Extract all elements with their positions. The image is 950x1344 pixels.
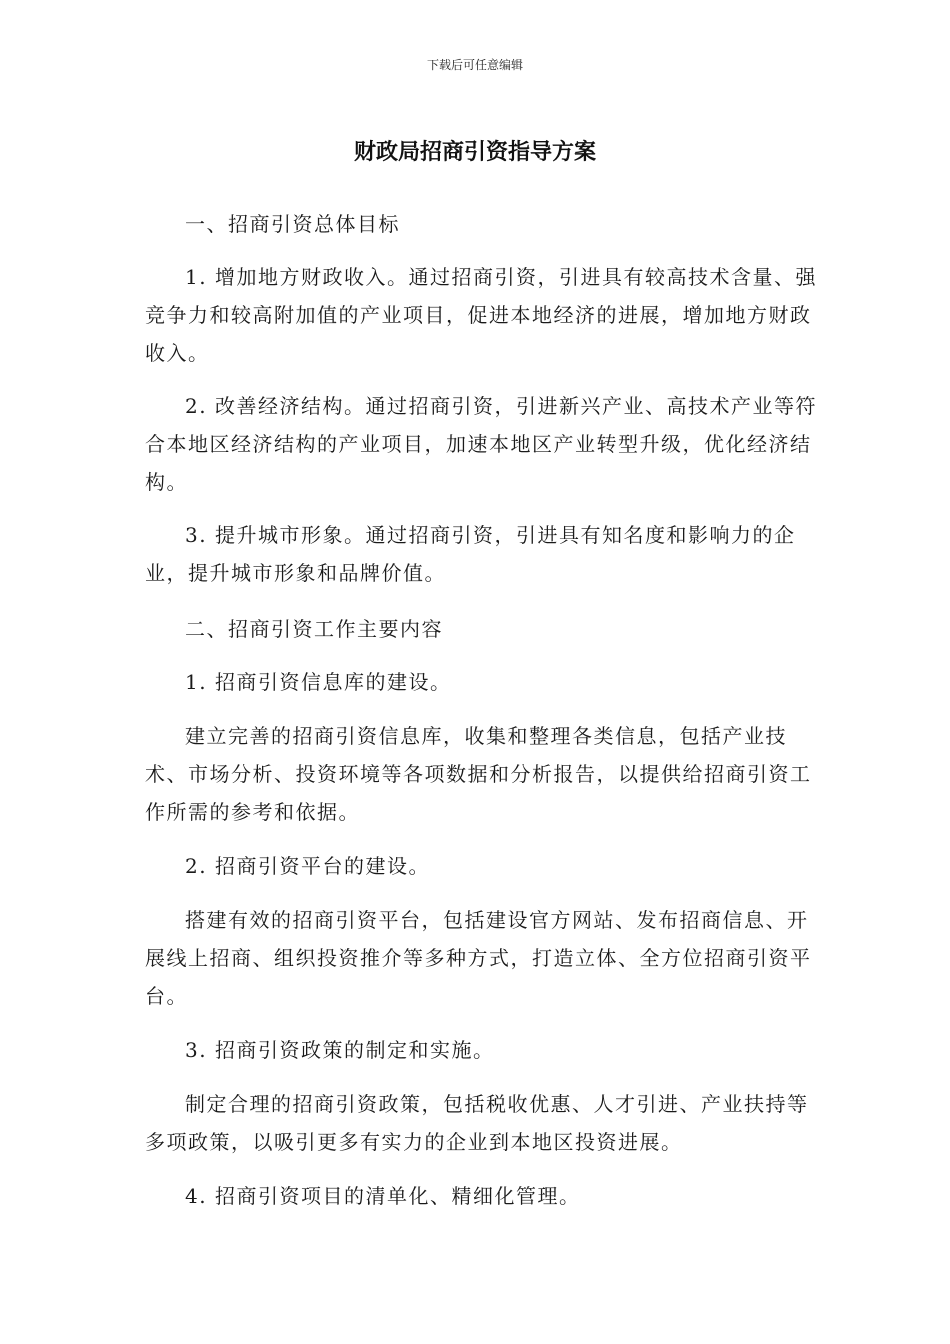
list-item <box>145 516 825 592</box>
paragraph-block <box>145 1085 825 1161</box>
paragraph: 建立完善的招商引资信息库，收集和整理各类信息，包括产业技术、市场分析、投资环境等各项数据和分析报告，以提供给招商引资工作所需的参考和依据。 <box>145 724 812 824</box>
header-note: 下载后可任意编辑 <box>426 58 523 72</box>
paragraph: 2. 招商引资平台的建设。 <box>185 854 430 878</box>
document-title: 财政局招商引资指导方案 <box>353 140 596 165</box>
paragraph: 4. 招商引资项目的清单化、精细化管理。 <box>185 1184 581 1208</box>
paragraph: 制定合理的招商引资政策，包括税收优惠、人才引进、产业扶持等多项政策，以吸引更多有实力的企业到本地区投资进展。 <box>145 1092 809 1154</box>
paragraph-block <box>145 717 825 831</box>
paragraph: 1. 增加地方财政收入。通过招商引资，引进具有较高技术含量、强竞争力和较高附加值的产业项目，促进本地经济的进展，增加地方财政收入。 <box>145 265 817 365</box>
list-item <box>145 258 825 372</box>
list-item <box>145 663 825 701</box>
section-heading-2 <box>145 610 825 648</box>
paragraph: 2. 改善经济结构。通过招商引资，引进新兴产业、高技术产业等符合本地区经济结构的产业项目，加速本地区产业转型升级，优化经济结构。 <box>145 394 817 494</box>
paragraph: 搭建有效的招商引资平台，包括建设官方网站、发布招商信息、开展线上招商、组织投资推介等多种方式，打造立体、全方位招商引资平台。 <box>145 908 812 1008</box>
list-item <box>145 1031 825 1069</box>
paragraph: 二、招商引资工作主要内容 <box>185 617 443 641</box>
paragraph: 3. 招商引资政策的制定和实施。 <box>185 1038 495 1062</box>
paragraph: 3. 提升城市形象。通过招商引资，引进具有知名度和影响力的企业，提升城市形象和品牌价值。 <box>145 523 796 585</box>
section-heading-1 <box>145 205 825 243</box>
list-item <box>145 847 825 885</box>
list-item <box>145 1177 825 1215</box>
list-item <box>145 387 825 501</box>
paragraph: 一、招商引资总体目标 <box>185 212 400 236</box>
paragraph-block <box>145 901 825 1015</box>
paragraph: 1. 招商引资信息库的建设。 <box>185 670 452 694</box>
